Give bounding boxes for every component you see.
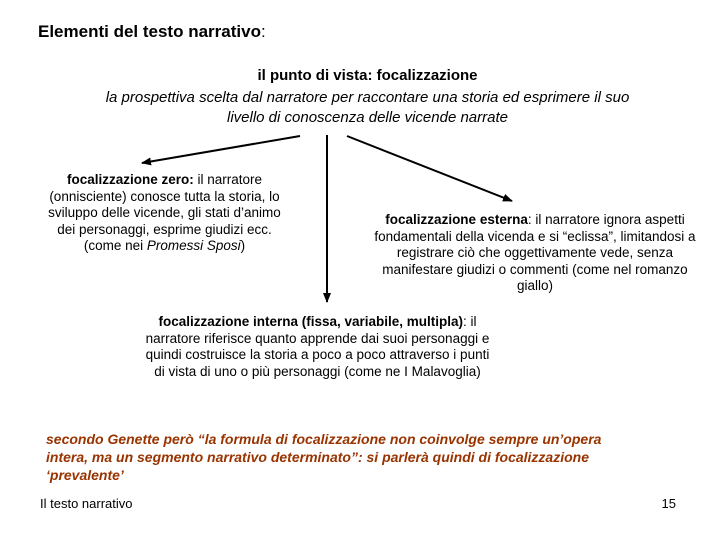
focalizzazione-esterna-text: : il narratore ignora aspetti fondamentali della vicenda e si “eclissa”, limitandosi a registrare ciò che oggettivamente vede, senza manifestare giudizi o commenti (come nel romanzo giallo) [374, 212, 696, 293]
footer-label: Il testo narrativo [40, 496, 133, 511]
focalizzazione-zero-end: ) [240, 238, 246, 253]
focalizzazione-zero-term: focalizzazione zero: [66, 172, 194, 187]
slide-title-colon: : [260, 22, 266, 41]
genette-note: secondo Genette però “la formula di focalizzazione non coinvolge sempre un’opera intera, ma un segmento narrativo determinato”: si parlerà quindi di focalizzazione ‘prevalente’ [46, 431, 602, 483]
focalizzazione-interna-text: : il narratore riferisce quanto apprende dai suoi personaggi e quindi costruisce la storia a poco a poco attraverso i punti di vista di uno o più personaggi (come ne I Malavoglia) [145, 314, 490, 379]
focalizzazione-interna-box [140, 314, 495, 380]
arrow-right [347, 136, 512, 201]
focalizzazione-esterna-term: focalizzazione esterna [385, 212, 528, 227]
focalizzazione-interna-term: focalizzazione interna (fissa, variabile, multipla) [158, 314, 464, 329]
focalizzazione-zero-box [42, 172, 287, 255]
page-number: 15 [661, 496, 676, 511]
header-line-1: il punto di vista: focalizzazione [257, 67, 478, 84]
focalizzazione-esterna-box [365, 212, 705, 295]
slide-title-text: Elementi del testo narrativo [38, 22, 261, 41]
focalizzazione-zero-text: il narratore (onnisciente) conosce tutta la storia, lo sviluppo delle vicende, gli stati d’animo dei personaggi, esprime giudizi ecc. (come nei [48, 172, 281, 253]
header-line-2: la prospettiva scelta dal narratore per raccontare una storia ed esprimere il suo livello di conoscenza delle vicende narrate [105, 89, 630, 126]
focalizzazione-zero-work: Promessi Sposi [146, 238, 241, 253]
arrow-left [142, 136, 300, 163]
